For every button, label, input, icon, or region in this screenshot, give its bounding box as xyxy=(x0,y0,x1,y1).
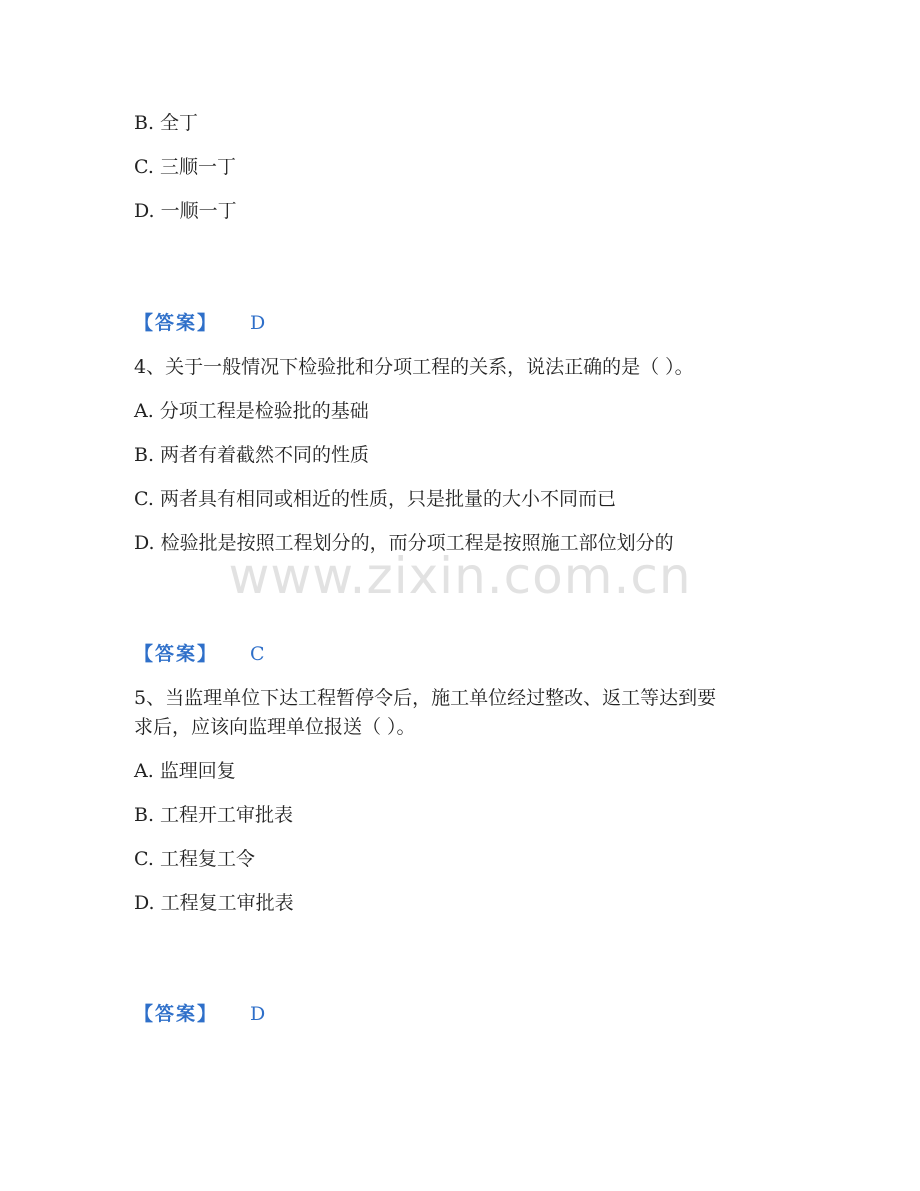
answer-value: C xyxy=(250,643,265,665)
answer-label: 【答案】 xyxy=(134,1003,219,1025)
q4-answer-row xyxy=(134,643,265,665)
q5-stem-line1: 5、当监理单位下达工程暂停令后，施工单位经过整改、返工等达到要 xyxy=(134,687,717,709)
q4-option-d: D. 检验批是按照工程划分的，而分项工程是按照施工部位划分的 xyxy=(134,532,674,554)
watermark: www.zixin.com.cn xyxy=(228,547,692,605)
q4-option-a: A. 分项工程是检验批的基础 xyxy=(134,400,369,422)
q3-option-b: B. 全丁 xyxy=(134,112,199,134)
answer-value: D xyxy=(250,1003,266,1025)
q4-option-c: C. 两者具有相同或相近的性质，只是批量的大小不同而已 xyxy=(134,488,616,510)
answer-label: 【答案】 xyxy=(134,312,219,334)
q5-option-d: D. 工程复工审批表 xyxy=(134,892,294,914)
answer-label: 【答案】 xyxy=(134,643,219,665)
q5-stem-line2: 求后，应该向监理单位报送（ ）。 xyxy=(134,716,416,738)
q3-option-d: D. 一顺一丁 xyxy=(134,200,237,222)
q5-option-b: B. 工程开工审批表 xyxy=(134,804,294,826)
q5-option-c: C. 工程复工令 xyxy=(134,848,255,870)
q3-answer-row xyxy=(134,312,266,334)
q4-stem: 4、关于一般情况下检验批和分项工程的关系，说法正确的是（ ）。 xyxy=(134,356,694,378)
q5-answer-row xyxy=(134,1003,266,1025)
answer-value: D xyxy=(250,312,266,334)
q5-option-a: A. 监理回复 xyxy=(134,760,236,782)
q4-option-b: B. 两者有着截然不同的性质 xyxy=(134,444,370,466)
q3-option-c: C. 三顺一丁 xyxy=(134,156,236,178)
